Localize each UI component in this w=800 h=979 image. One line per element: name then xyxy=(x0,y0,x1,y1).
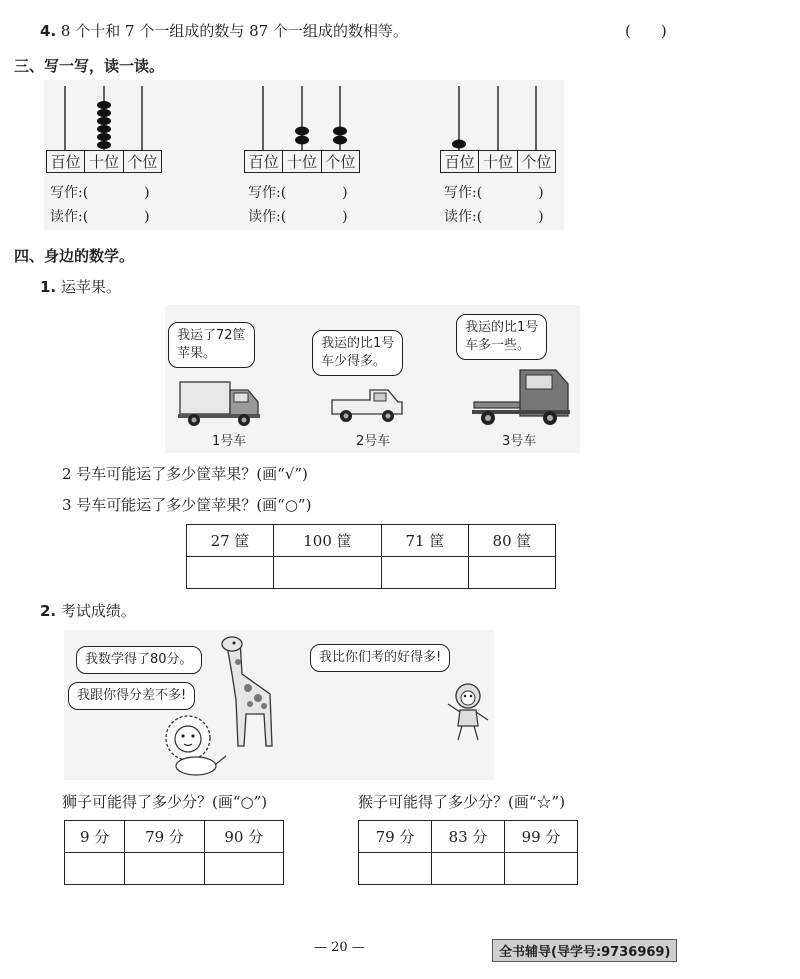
label-ones: 个位 xyxy=(123,151,161,173)
q4-line xyxy=(40,20,408,41)
truck2-bubble-line2: 车少得多。 xyxy=(321,354,387,369)
truck3-speech-bubble xyxy=(456,314,547,360)
footer-badge: 全书辅导(导学号:9736969) xyxy=(492,939,677,962)
answer-cell-100[interactable] xyxy=(274,557,382,589)
q1-question-truck3: 3 号车可能运了多少筐苹果？(画“○”) xyxy=(62,496,312,514)
q1-options-table xyxy=(186,524,556,589)
q1-question-truck2: 2 号车可能运了多少筐苹果？(画“√”) xyxy=(62,465,308,483)
abacus-1 xyxy=(46,86,164,236)
truck3-label: 3号车 xyxy=(502,434,537,449)
q1-heading xyxy=(40,276,121,297)
lion-option-90: 90 分 xyxy=(204,821,283,853)
q4-number: 4. xyxy=(40,22,57,40)
write-label: 写作: xyxy=(444,185,477,201)
monkey-option-99: 99 分 xyxy=(505,821,578,853)
abacus-3-beads xyxy=(452,140,466,149)
truck3-bubble-line2: 车多一些。 xyxy=(465,338,531,353)
section4-title: 四、身边的数学。 xyxy=(14,247,135,265)
write-label: 写作: xyxy=(50,185,83,201)
write-blank[interactable]: ( ) xyxy=(280,185,348,201)
giraffe-speech-bubble: 我数学得了80分。 xyxy=(76,646,202,674)
answer-cell-71[interactable] xyxy=(381,557,468,589)
lion-options-table xyxy=(64,820,284,885)
monkey-options-table xyxy=(358,820,578,885)
lion-option-9: 9 分 xyxy=(65,821,125,853)
option-27: 27 筐 xyxy=(187,525,274,557)
write-blank[interactable]: ( ) xyxy=(476,185,544,201)
truck3-illustration xyxy=(472,366,572,428)
label-ones: 个位 xyxy=(321,151,359,173)
truck1-bubble-line2: 苹果。 xyxy=(177,346,217,361)
monkey-illustration xyxy=(444,680,494,744)
monkey-answer-cell-83[interactable] xyxy=(432,853,505,885)
abacus-1-read-row[interactable] xyxy=(50,206,150,226)
q1-title: 运苹果。 xyxy=(60,278,121,296)
monkey-option-83: 83 分 xyxy=(432,821,505,853)
answer-cell-80[interactable] xyxy=(468,557,555,589)
lion-speech-bubble: 我跟你得分差不多! xyxy=(68,682,195,710)
lion-answer-cell-90[interactable] xyxy=(204,853,283,885)
abacus-2 xyxy=(244,86,362,236)
option-100: 100 筐 xyxy=(274,525,382,557)
truck3-bubble-line1: 我运的比1号 xyxy=(465,320,539,335)
q2-title: 考试成绩。 xyxy=(60,602,136,620)
monkey-answer-cell-79[interactable] xyxy=(359,853,432,885)
lion-answer-cell-79[interactable] xyxy=(125,853,204,885)
truck2-label: 2号车 xyxy=(356,434,391,449)
lion-question: 狮子可能得了多少分？(画“○”) xyxy=(62,793,268,811)
label-hundreds: 百位 xyxy=(245,151,283,173)
monkey-question: 猴子可能得了多少分？(画“☆”) xyxy=(358,793,566,811)
abacus-3-read-row[interactable] xyxy=(444,206,544,226)
q4-text: 8 个十和 7 个一组成的数与 87 个一组成的数相等。 xyxy=(60,22,408,40)
section3-title: 三、写一写，读一读。 xyxy=(14,57,165,75)
truck1-illustration xyxy=(178,376,266,428)
truck1-label: 1号车 xyxy=(212,434,247,449)
q2-heading xyxy=(40,600,136,621)
monkey-answer-cell-99[interactable] xyxy=(505,853,578,885)
read-blank[interactable]: ( ) xyxy=(82,209,150,225)
abacus-2-read-row[interactable] xyxy=(248,206,348,226)
option-80: 80 筐 xyxy=(468,525,555,557)
abacus-2-write-row[interactable] xyxy=(248,182,348,202)
truck2-illustration xyxy=(330,382,406,426)
monkey-option-79: 79 分 xyxy=(359,821,432,853)
abacus-1-place-labels xyxy=(46,150,162,173)
label-tens: 十位 xyxy=(479,151,517,173)
label-tens: 十位 xyxy=(283,151,321,173)
truck1-bubble-line1: 我运了72筐 xyxy=(177,328,246,343)
label-hundreds: 百位 xyxy=(441,151,479,173)
page-number: — 20 — xyxy=(314,940,365,955)
read-blank[interactable]: ( ) xyxy=(476,209,544,225)
read-label: 读作: xyxy=(444,209,477,225)
lion-option-79: 79 分 xyxy=(125,821,204,853)
label-ones: 个位 xyxy=(517,151,555,173)
abacus-1-beads xyxy=(97,101,111,149)
abacus-2-place-labels xyxy=(244,150,360,173)
truck1-speech-bubble xyxy=(168,322,255,368)
read-blank[interactable]: ( ) xyxy=(280,209,348,225)
option-71: 71 筐 xyxy=(381,525,468,557)
answer-cell-27[interactable] xyxy=(187,557,274,589)
read-label: 读作: xyxy=(50,209,83,225)
label-tens: 十位 xyxy=(85,151,123,173)
monkey-speech-bubble: 我比你们考的好得多! xyxy=(310,644,450,672)
abacus-3 xyxy=(440,86,558,236)
truck2-bubble-line1: 我运的比1号 xyxy=(321,336,395,351)
write-blank[interactable]: ( ) xyxy=(82,185,150,201)
label-hundreds: 百位 xyxy=(47,151,85,173)
lion-answer-cell-9[interactable] xyxy=(65,853,125,885)
abacus-3-place-labels xyxy=(440,150,556,173)
abacus-2-beads xyxy=(295,127,347,145)
q1-number: 1. xyxy=(40,278,57,296)
q4-answer-paren[interactable]: ( ) xyxy=(625,22,667,40)
q2-number: 2. xyxy=(40,602,57,620)
truck2-speech-bubble xyxy=(312,330,403,376)
read-label: 读作: xyxy=(248,209,281,225)
lion-illustration xyxy=(160,712,232,778)
abacus-1-write-row[interactable] xyxy=(50,182,150,202)
write-label: 写作: xyxy=(248,185,281,201)
abacus-3-write-row[interactable] xyxy=(444,182,544,202)
